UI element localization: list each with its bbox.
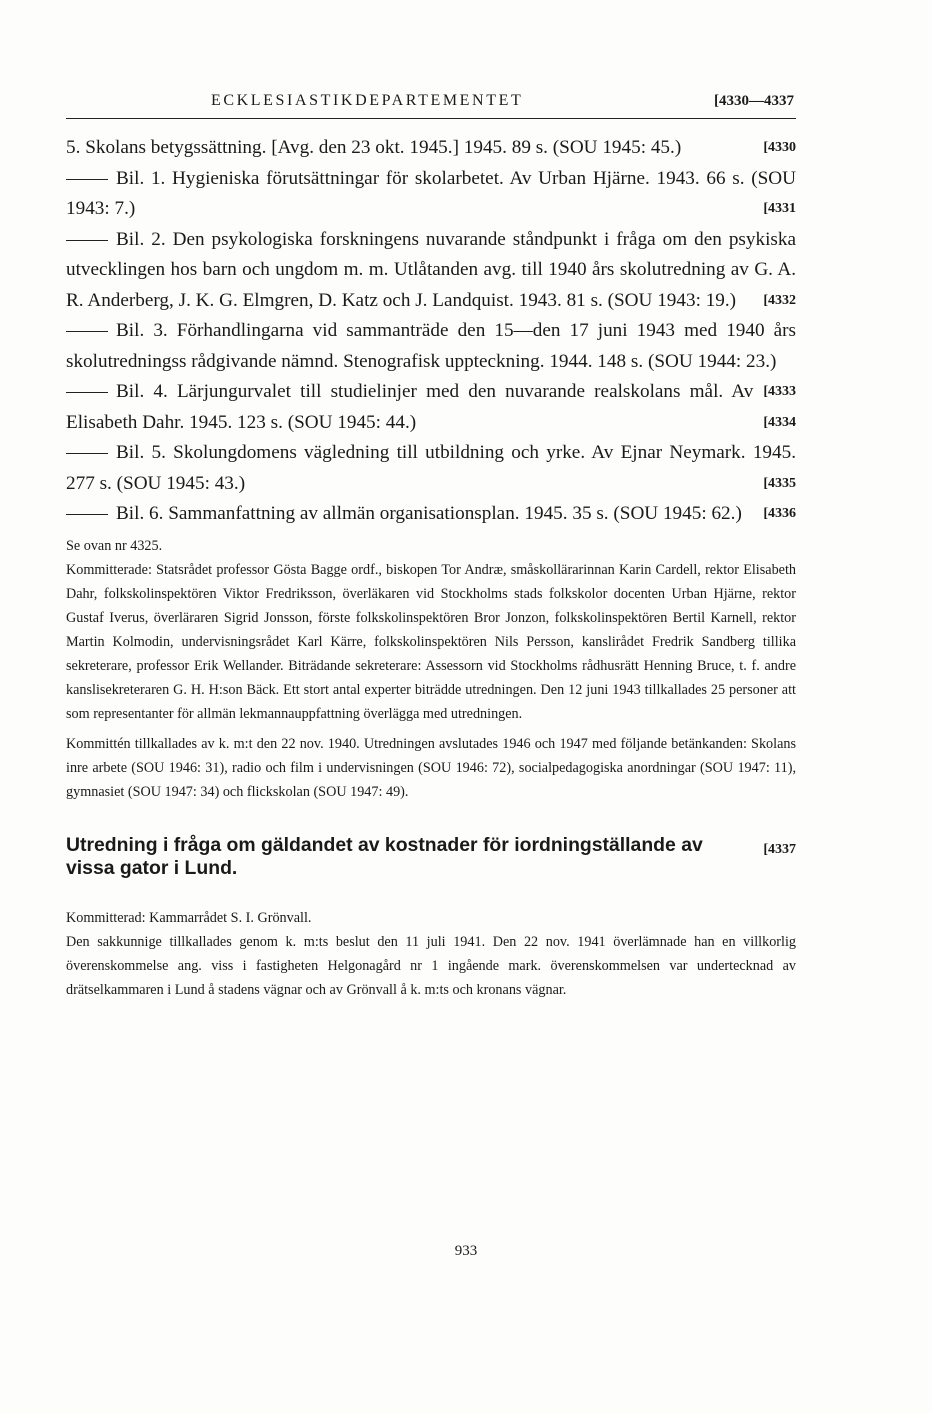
entry-text: Bil. 4. Lärjungurvalet till studielinjer med den nuvarande realskolans mål. Av Elisabeth Dahr. 1945. 123 s. (SOU 1945: 44.) bbox=[66, 381, 754, 433]
ditto-dash bbox=[66, 240, 108, 241]
see-above-reference: Se ovan nr 4325. bbox=[66, 537, 163, 554]
section-text: Den sakkunnige tillkallades genom k. m:ts beslut den 11 juli 1941. Den 22 nov. 1941 överlämnade han en villkorlig överenskommelse ang. viss i fastigheten Helgonagård nr 1 ingående mark. överenskommelsen var undertecknad av drätselkammaren i Lund å stadens vägnar och av Grönvall å k. m:ts och kronans vägnar. bbox=[66, 933, 796, 998]
entry-4333 bbox=[66, 316, 796, 399]
entry-4335 bbox=[66, 438, 796, 499]
entry-4330 bbox=[66, 133, 796, 164]
page bbox=[66, 88, 796, 1002]
entry-number: [4336 bbox=[763, 506, 796, 521]
entry-number: [4335 bbox=[763, 475, 796, 491]
header-range: [4330—4337 bbox=[714, 93, 794, 109]
section-heading bbox=[66, 834, 796, 880]
ditto-dash bbox=[66, 331, 108, 332]
entry-text: Bil. 6. Sammanfattning av allmän organisationsplan. 1945. 35 s. (SOU 1945: 62.) bbox=[116, 503, 742, 524]
entry-text: Bil. 5. Skolungdomens vägledning till utbildning och yrke. Av Ejnar Neymark. 1945. 277 s. (SOU 1945: 43.) bbox=[66, 442, 796, 494]
entry-number: [4333 bbox=[763, 384, 796, 399]
entry-list bbox=[66, 133, 796, 530]
ditto-dash bbox=[66, 453, 108, 454]
entry-4336 bbox=[66, 499, 796, 530]
committee-members: Kommitterade: Statsrådet professor Gösta Bagge ordf., biskopen Tor Andræ, småskollärarinnan Karin Cardell, rektor Elisabeth Dahr, folkskolinspektören Viktor Fredriksson, överläkaren vid Stockholms stads folkskolor docenten Urban Hjärne, rektor Gustaf Iverus, överläraren Sigrid Jonsson, förste folkskolinspektören Bror Jonzon, folkskolinspektören Bertil Karnell, rektor Martin Kolmodin, undervisningsrådet Karl Kärre, folkskolinspektören Nils Persson, kanslirådet Fredrik Sandberg tillika sekreterare, professor Erik Wellander. Biträdande sekreterare: Assessorn vid Stockholms rådhusrätt Henning Bruce, t. f. andre kanslisekreteraren G. H. H:son Bäck. Ett stort antal experter biträdde utredningen. Den 12 juni 1943 tillkallades 25 personer att som representanter för allmän lekmannauppfattning överlägga med utredningen. bbox=[66, 561, 796, 722]
entry-number: [4332 bbox=[763, 292, 796, 308]
entry-text: Bil. 2. Den psykologiska forskningens nuvarande ståndpunkt i fråga om den psykiska utvecklingen hos barn och ungdom m. m. Utlåtanden avg. till 1940 års skolutredning av G. A. R. Anderberg, J. K. G. Elmgren, D. Katz och J. Landquist. 1943. 81 s. (SOU 1943: 19.) bbox=[66, 228, 796, 311]
section-number: [4337 bbox=[763, 841, 796, 857]
entry-number: [4330 bbox=[763, 140, 796, 155]
entry-4331 bbox=[66, 164, 796, 225]
entry-text: 5. Skolans betygssättning. [Avg. den 23 okt. 1945.] 1945. 89 s. (SOU 1945: 45.) bbox=[66, 137, 682, 158]
committee-note: Kommittén tillkallades av k. m:t den 22 nov. 1940. Utredningen avslutades 1946 och 1947 med följande betänkanden: Skolans inre arbete (SOU 1946: 31), radio och film i undervisningen (SOU 1946: 72), socialpedagogiska anordningar (SOU 1947: 11), gymnasiet (SOU 1947: 34) och flickskolan (SOU 1947: 49). bbox=[66, 735, 796, 800]
section-title-text: Utredning i fråga om gäldandet av kostnader för iordningställande av vissa gator i Lund. bbox=[66, 833, 703, 879]
page-number: 933 bbox=[454, 1243, 478, 1259]
header-title: ECKLESIASTIKDEPARTEMENTET bbox=[211, 92, 524, 109]
section-committee: Kommitterad: Kammarrådet S. I. Grönvall. bbox=[66, 909, 312, 926]
entry-text: Bil. 3. Förhandlingarna vid sammanträde den 15—den 17 juni 1943 med 1940 års skolutredningss rådgivande nämnd. Stenografisk uppteckning. 1944. 148 s. (SOU 1944: 23.) bbox=[66, 320, 796, 372]
ditto-dash bbox=[66, 514, 108, 515]
ditto-dash bbox=[66, 179, 108, 180]
entry-text: Bil. 1. Hygieniska förutsättningar för skolarbetet. Av Urban Hjärne. 1943. 66 s. (SOU 1943: 7.) bbox=[66, 167, 796, 219]
entry-4332 bbox=[66, 225, 796, 317]
running-header bbox=[66, 88, 796, 119]
entry-number: [4334 bbox=[763, 414, 796, 430]
entry-4334 bbox=[66, 377, 796, 438]
entry-number: [4331 bbox=[763, 201, 796, 216]
ditto-dash bbox=[66, 392, 108, 393]
